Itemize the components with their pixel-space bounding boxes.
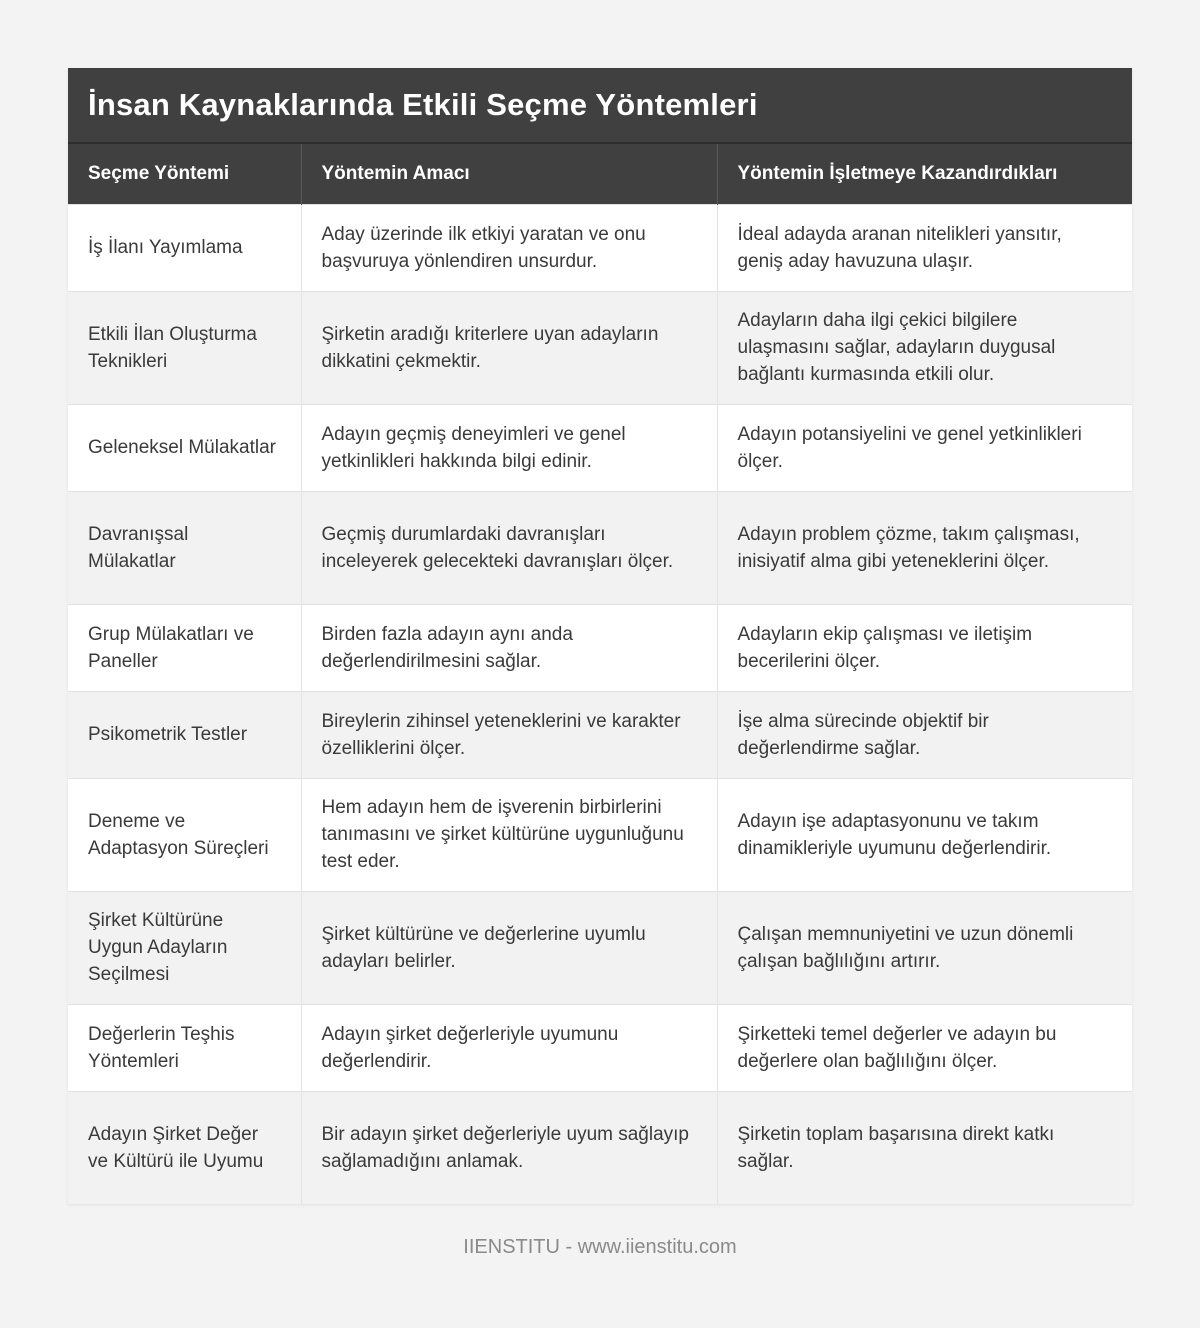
purpose-cell: Şirketin aradığı kriterlere uyan adayların dikkatini çekmektir.	[301, 291, 717, 404]
content-card	[68, 68, 1132, 1204]
method-cell: Adayın Şirket Değer ve Kültürü ile Uyumu	[68, 1091, 301, 1204]
table-body	[68, 204, 1132, 1204]
table-row	[68, 1004, 1132, 1091]
method-cell: Davranışsal Mülakatlar	[68, 491, 301, 604]
benefit-cell: Adayın işe adaptasyonunu ve takım dinamikleriyle uyumunu değerlendirir.	[717, 778, 1132, 891]
table-row	[68, 604, 1132, 691]
benefit-cell: Çalışan memnuniyetini ve uzun dönemli çalışan bağlılığını artırır.	[717, 891, 1132, 1004]
method-cell: Şirket Kültürüne Uygun Adayların Seçilmesi	[68, 891, 301, 1004]
method-cell: Değerlerin Teşhis Yöntemleri	[68, 1004, 301, 1091]
purpose-cell: Geçmiş durumlardaki davranışları inceleyerek gelecekteki davranışları ölçer.	[301, 491, 717, 604]
table-row	[68, 691, 1132, 778]
table-row	[68, 491, 1132, 604]
page-title: İnsan Kaynaklarında Etkili Seçme Yöntemleri	[68, 68, 1132, 144]
selection-methods-table	[68, 144, 1132, 1204]
benefit-cell: Adayın potansiyelini ve genel yetkinlikleri ölçer.	[717, 404, 1132, 491]
benefit-cell: Şirketin toplam başarısına direkt katkı sağlar.	[717, 1091, 1132, 1204]
purpose-cell: Birden fazla adayın aynı anda değerlendirilmesini sağlar.	[301, 604, 717, 691]
benefit-cell: Adayların daha ilgi çekici bilgilere ulaşmasını sağlar, adayların duygusal bağlantı kurmasında etkili olur.	[717, 291, 1132, 404]
table-row	[68, 778, 1132, 891]
purpose-cell: Bireylerin zihinsel yeteneklerini ve karakter özelliklerini ölçer.	[301, 691, 717, 778]
table-row	[68, 291, 1132, 404]
purpose-cell: Aday üzerinde ilk etkiyi yaratan ve onu başvuruya yönlendiren unsurdur.	[301, 204, 717, 291]
benefit-cell: İdeal adayda aranan nitelikleri yansıtır, geniş aday havuzuna ulaşır.	[717, 204, 1132, 291]
table-header	[68, 144, 1132, 204]
table-row	[68, 204, 1132, 291]
column-header-method: Seçme Yöntemi	[68, 144, 301, 204]
purpose-cell: Hem adayın hem de işverenin birbirlerini tanımasını ve şirket kültürüne uygunluğunu test eder.	[301, 778, 717, 891]
purpose-cell: Adayın geçmiş deneyimleri ve genel yetkinlikleri hakkında bilgi edinir.	[301, 404, 717, 491]
method-cell: Geleneksel Mülakatlar	[68, 404, 301, 491]
method-cell: İş İlanı Yayımlama	[68, 204, 301, 291]
purpose-cell: Bir adayın şirket değerleriyle uyum sağlayıp sağlamadığını anlamak.	[301, 1091, 717, 1204]
benefit-cell: Adayın problem çözme, takım çalışması, inisiyatif alma gibi yeteneklerini ölçer.	[717, 491, 1132, 604]
method-cell: Etkili İlan Oluşturma Teknikleri	[68, 291, 301, 404]
benefit-cell: Adayların ekip çalışması ve iletişim becerilerini ölçer.	[717, 604, 1132, 691]
table-row	[68, 891, 1132, 1004]
column-header-benefit: Yöntemin İşletmeye Kazandırdıkları	[717, 144, 1132, 204]
benefit-cell: İşe alma sürecinde objektif bir değerlendirme sağlar.	[717, 691, 1132, 778]
method-cell: Grup Mülakatları ve Paneller	[68, 604, 301, 691]
column-header-purpose: Yöntemin Amacı	[301, 144, 717, 204]
purpose-cell: Adayın şirket değerleriyle uyumunu değerlendirir.	[301, 1004, 717, 1091]
table-row	[68, 1091, 1132, 1204]
method-cell: Deneme ve Adaptasyon Süreçleri	[68, 778, 301, 891]
purpose-cell: Şirket kültürüne ve değerlerine uyumlu adayları belirler.	[301, 891, 717, 1004]
footer-credit: IIENSTITU - www.iienstitu.com	[463, 1236, 737, 1258]
table-row	[68, 404, 1132, 491]
benefit-cell: Şirketteki temel değerler ve adayın bu değerlere olan bağlılığını ölçer.	[717, 1004, 1132, 1091]
method-cell: Psikometrik Testler	[68, 691, 301, 778]
